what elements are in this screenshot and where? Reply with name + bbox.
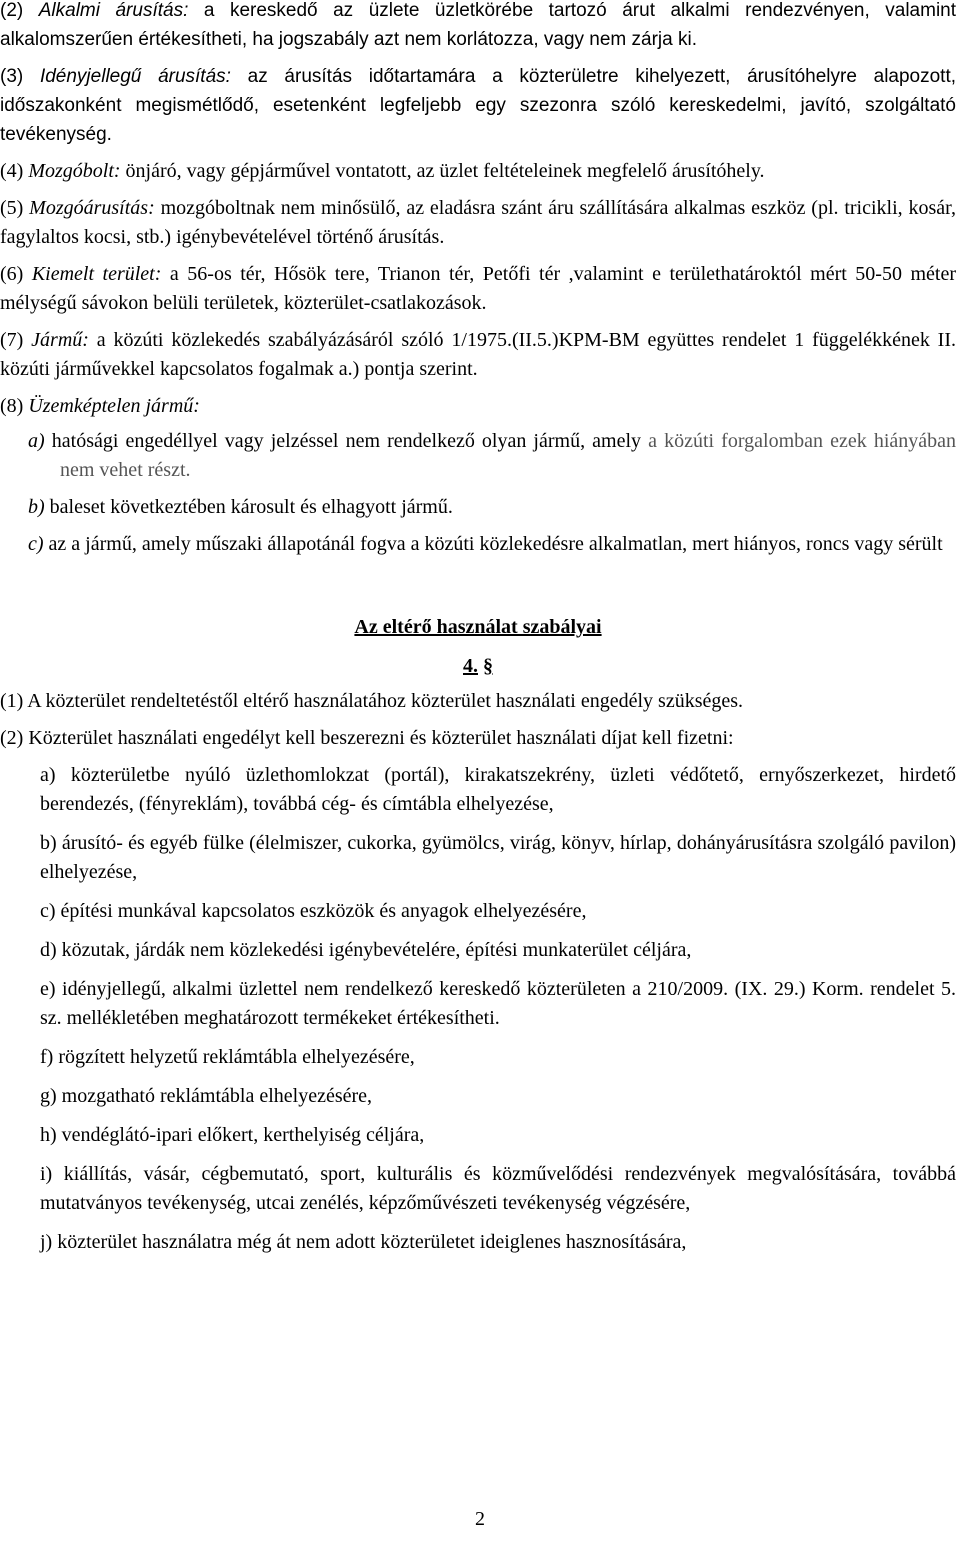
sub-item-c: c) építési munkával kapcsolatos eszközök és anyagok elhelyezésére, xyxy=(40,900,587,922)
paragraph-6 xyxy=(0,260,956,318)
sub-item-a: a) közterületbe nyúló üzlethomlokzat (portál), kirakatszekrény, üzleti védőtető, ernyőszerkezet, hirdető berendezés, (fényreklám), továbbá cég- és címtábla elhelyezése, xyxy=(40,764,956,815)
sub-item-b: b) árusító- és egyéb fülke (élelmiszer, cukorka, gyümölcs, virág, könyv, hírlap, dohányárusításra szolgáló pavilon) elhelyezése, xyxy=(40,832,956,883)
list-item-c: c) az a jármű, amely műszaki állapotánál fogva a közúti közlekedésre alkalmatlan, mert hiányos, roncs vagy sérült xyxy=(28,533,943,555)
paragraph-text: mozgóboltnak nem minősülő, az eladásra szánt áru szállítására alkalmas eszköz (pl. tricikli, kosár, fagylaltos kocsi, stb.) igénybevételével történő árusítás. xyxy=(0,197,957,248)
sub-item-e: e) idényjellegű, alkalmi üzlettel nem rendelkező kereskedő közterületen a 210/2009. (IX. 29.) Korm. rendelet 5. sz. mellékletében meghatározott termékeket értékesítheti. xyxy=(40,978,956,1029)
defined-term: Üzemképtelen jármű: xyxy=(28,395,200,417)
paragraph-number: (5) xyxy=(0,197,24,219)
sub-item-h: h) vendéglátó-ipari előkert, kerthelyiség céljára, xyxy=(40,1124,425,1146)
paragraph-2 xyxy=(0,0,956,54)
paragraph-number: (4) xyxy=(0,160,24,182)
page-number: 2 xyxy=(475,1508,485,1530)
paragraph-text: a kereskedő az üzlete üzletkörébe tartozó árut alkalmi rendezvényen, valamint alkalomszerűen értékesítheti, ha jogszabály azt nem korlátozza, vagy nem zárja ki. xyxy=(0,0,957,50)
paragraph-number: (2) xyxy=(0,0,24,21)
section-number: 4. § xyxy=(463,655,493,677)
defined-term: Alkalmi árusítás: xyxy=(38,0,189,21)
paragraph-8 xyxy=(0,392,956,421)
paragraph-number: (6) xyxy=(0,263,24,285)
defined-term: Jármű: xyxy=(31,329,89,351)
paragraph-number: (8) xyxy=(0,395,24,417)
paragraph-8-list xyxy=(0,427,956,559)
paragraph-text: önjáró, vagy gépjárművel vontatott, az üzlet feltételeinek megfelelő árusítóhely. xyxy=(125,160,765,182)
sub-item-d: d) közutak, járdák nem közlekedési igénybevételére, építési munkaterület céljára, xyxy=(40,939,692,961)
sub-item-list xyxy=(0,761,956,1257)
paragraph-text: az árusítás időtartamára a közterületre kihelyezett, árusítóhelyre alapozott, időszakonként megismétlődő, esetenként legfeljebb egy szezonra szóló kereskedelmi, javító, szolgáltató tevékenység. xyxy=(0,66,957,145)
paragraph-3 xyxy=(0,62,956,149)
list-item-a: a) hatósági engedéllyel vagy jelzéssel nem rendelkező olyan jármű, amely a közúti forgalomban ezek hiányában nem vehet részt. xyxy=(28,430,957,481)
paragraph-7 xyxy=(0,326,956,384)
defined-term: Kiemelt terület: xyxy=(31,263,162,285)
paragraph-number: (7) xyxy=(0,329,24,351)
sub-item-f: f) rögzített helyzetű reklámtábla elhelyezésére, xyxy=(40,1046,415,1068)
section-symbol: § xyxy=(483,655,493,677)
sub-item-j: j) közterület használatra még át nem adott közterületet ideiglenes hasznosítására, xyxy=(40,1231,687,1253)
paragraph-4 xyxy=(0,157,956,186)
sub-item-g: g) mozgatható reklámtábla elhelyezésére, xyxy=(40,1085,373,1107)
sub-item-i: i) kiállítás, vásár, cégbemutató, sport, kulturális és közművelődési rendezvények megvalósítására, továbbá mutatványos tevékenység, utcai zenélés, képzőművészeti tevékenység végzésére, xyxy=(40,1163,956,1214)
section-paragraph-1: (1) A közterület rendeltetéstől eltérő használatához közterület használati engedély szükséges. xyxy=(0,690,744,712)
paragraph-text: a közúti közlekedés szabályázásáról szóló 1/1975.(II.5.)KPM-BM együttes rendelet 1 függelékkének II. közúti járművekkel kapcsolatos fogalmak a.) pontja szerint. xyxy=(0,329,957,380)
list-item-b: b) baleset következtében károsult és elhagyott jármű. xyxy=(28,496,453,518)
paragraph-number: (3) xyxy=(0,66,24,87)
paragraph-text: a 56-os tér, Hősök tere, Trianon tér, Petőfi tér ,valamint e területhatároktól mért 50-50 méter mélységű sávokon belüli területek, közterület-csatlakozások. xyxy=(0,263,956,314)
section-paragraph-2: (2) Közterület használati engedélyt kell beszerezni és közterület használati díjat kell fizetni: xyxy=(0,727,734,749)
defined-term: Mozgóbolt: xyxy=(28,160,121,182)
defined-term: Idényjellegű árusítás: xyxy=(39,66,231,87)
defined-term: Mozgóárusítás: xyxy=(29,197,155,219)
section-title: Az eltérő használat szabályai xyxy=(354,616,602,638)
paragraph-5 xyxy=(0,194,956,252)
